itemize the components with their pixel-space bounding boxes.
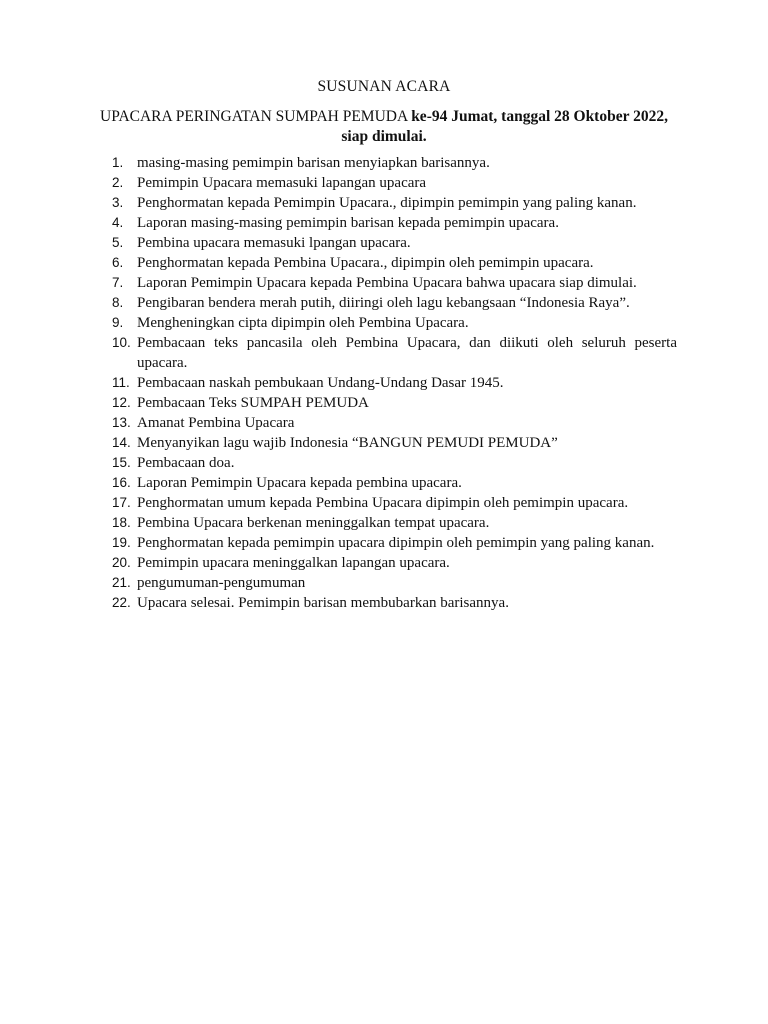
item-number: 3. [112, 195, 124, 210]
subtitle-regular: UPACARA PERINGATAN SUMPAH PEMUDA [100, 108, 412, 125]
item-text: Penghormatan kepada pemimpin upacara dipimpin oleh pemimpin yang paling kanan. [137, 535, 655, 551]
item-text: pengumuman-pengumuman [137, 575, 306, 591]
item-number: 5. [112, 235, 124, 250]
list-item [112, 413, 677, 433]
item-number: 7. [112, 275, 124, 290]
list-item [112, 173, 677, 193]
item-number: 8. [112, 295, 124, 310]
item-text: Upacara selesai. Pemimpin barisan membubarkan barisannya. [137, 595, 509, 611]
subtitle-bold: ke-94 Jumat, tanggal 28 Oktober 2022, siap dimulai. [341, 108, 668, 145]
list-item [112, 553, 677, 573]
list-item [112, 433, 677, 453]
item-text: Amanat Pembina Upacara [137, 415, 295, 431]
list-item [112, 453, 677, 473]
item-text: Pembacaan doa. [137, 455, 235, 471]
item-number: 15. [112, 455, 131, 470]
item-number: 1. [112, 155, 124, 170]
item-number: 21. [112, 575, 131, 590]
item-number: 13. [112, 415, 131, 430]
item-text: Pembina upacara memasuki lpangan upacara. [137, 235, 411, 251]
item-text: Pembacaan Teks SUMPAH PEMUDA [137, 395, 369, 411]
item-number: 22. [112, 595, 131, 610]
list-item [112, 333, 677, 373]
item-text: Pengibaran bendera merah putih, diiringi oleh lagu kebangsaan “Indonesia Raya”. [137, 295, 630, 311]
item-text: Laporan Pemimpin Upacara kepada Pembina Upacara bahwa upacara siap dimulai. [137, 275, 637, 291]
item-text: Pemimpin upacara meninggalkan lapangan upacara. [137, 555, 450, 571]
list-item [112, 493, 677, 513]
item-text: Pembacaan naskah pembukaan Undang-Undang Dasar 1945. [137, 375, 504, 391]
item-number: 16. [112, 475, 131, 490]
list-item [112, 233, 677, 253]
item-text: Laporan Pemimpin Upacara kepada pembina upacara. [137, 475, 462, 491]
list-item [112, 313, 677, 333]
item-text: Pembina Upacara berkenan meninggalkan tempat upacara. [137, 515, 490, 531]
list-item [112, 573, 677, 593]
item-text: Penghormatan umum kepada Pembina Upacara dipimpin oleh pemimpin upacara. [137, 495, 629, 511]
document-subtitle [100, 107, 668, 147]
list-item [112, 153, 677, 173]
list-item [112, 593, 677, 613]
item-text: Pemimpin Upacara memasuki lapangan upacara [137, 175, 427, 191]
item-number: 9. [112, 315, 124, 330]
list-item [112, 253, 677, 273]
item-number: 20. [112, 555, 131, 570]
item-number: 6. [112, 255, 124, 270]
agenda-list [112, 153, 677, 613]
item-text: Menyanyikan lagu wajib Indonesia “BANGUN PEMUDI PEMUDA” [137, 435, 558, 451]
item-number: 14. [112, 435, 131, 450]
document-title: SUSUNAN ACARA [317, 78, 451, 95]
item-text: Pembacaan teks pancasila oleh Pembina Upacara, dan diikuti oleh seluruh peserta upacara. [137, 335, 677, 371]
list-item [112, 193, 677, 213]
list-item [112, 213, 677, 233]
item-text: Penghormatan kepada Pemimpin Upacara., dipimpin pemimpin yang paling kanan. [137, 195, 637, 211]
item-number: 18. [112, 515, 131, 530]
item-number: 11. [112, 375, 130, 390]
list-item [112, 473, 677, 493]
item-number: 12. [112, 395, 131, 410]
item-number: 17. [112, 495, 131, 510]
item-number: 4. [112, 215, 124, 230]
item-number: 19. [112, 535, 131, 550]
item-text: Penghormatan kepada Pembina Upacara., dipimpin oleh pemimpin upacara. [137, 255, 594, 271]
item-text: masing-masing pemimpin barisan menyiapkan barisannya. [137, 155, 490, 171]
list-item [112, 273, 677, 293]
item-text: Laporan masing-masing pemimpin barisan kepada pemimpin upacara. [137, 215, 559, 231]
list-item [112, 293, 677, 313]
list-item [112, 533, 677, 553]
item-number: 10. [112, 335, 131, 350]
list-item [112, 513, 677, 533]
item-number: 2. [112, 175, 124, 190]
item-text: Mengheningkan cipta dipimpin oleh Pembina Upacara. [137, 315, 469, 331]
list-item [112, 373, 677, 393]
list-item [112, 393, 677, 413]
